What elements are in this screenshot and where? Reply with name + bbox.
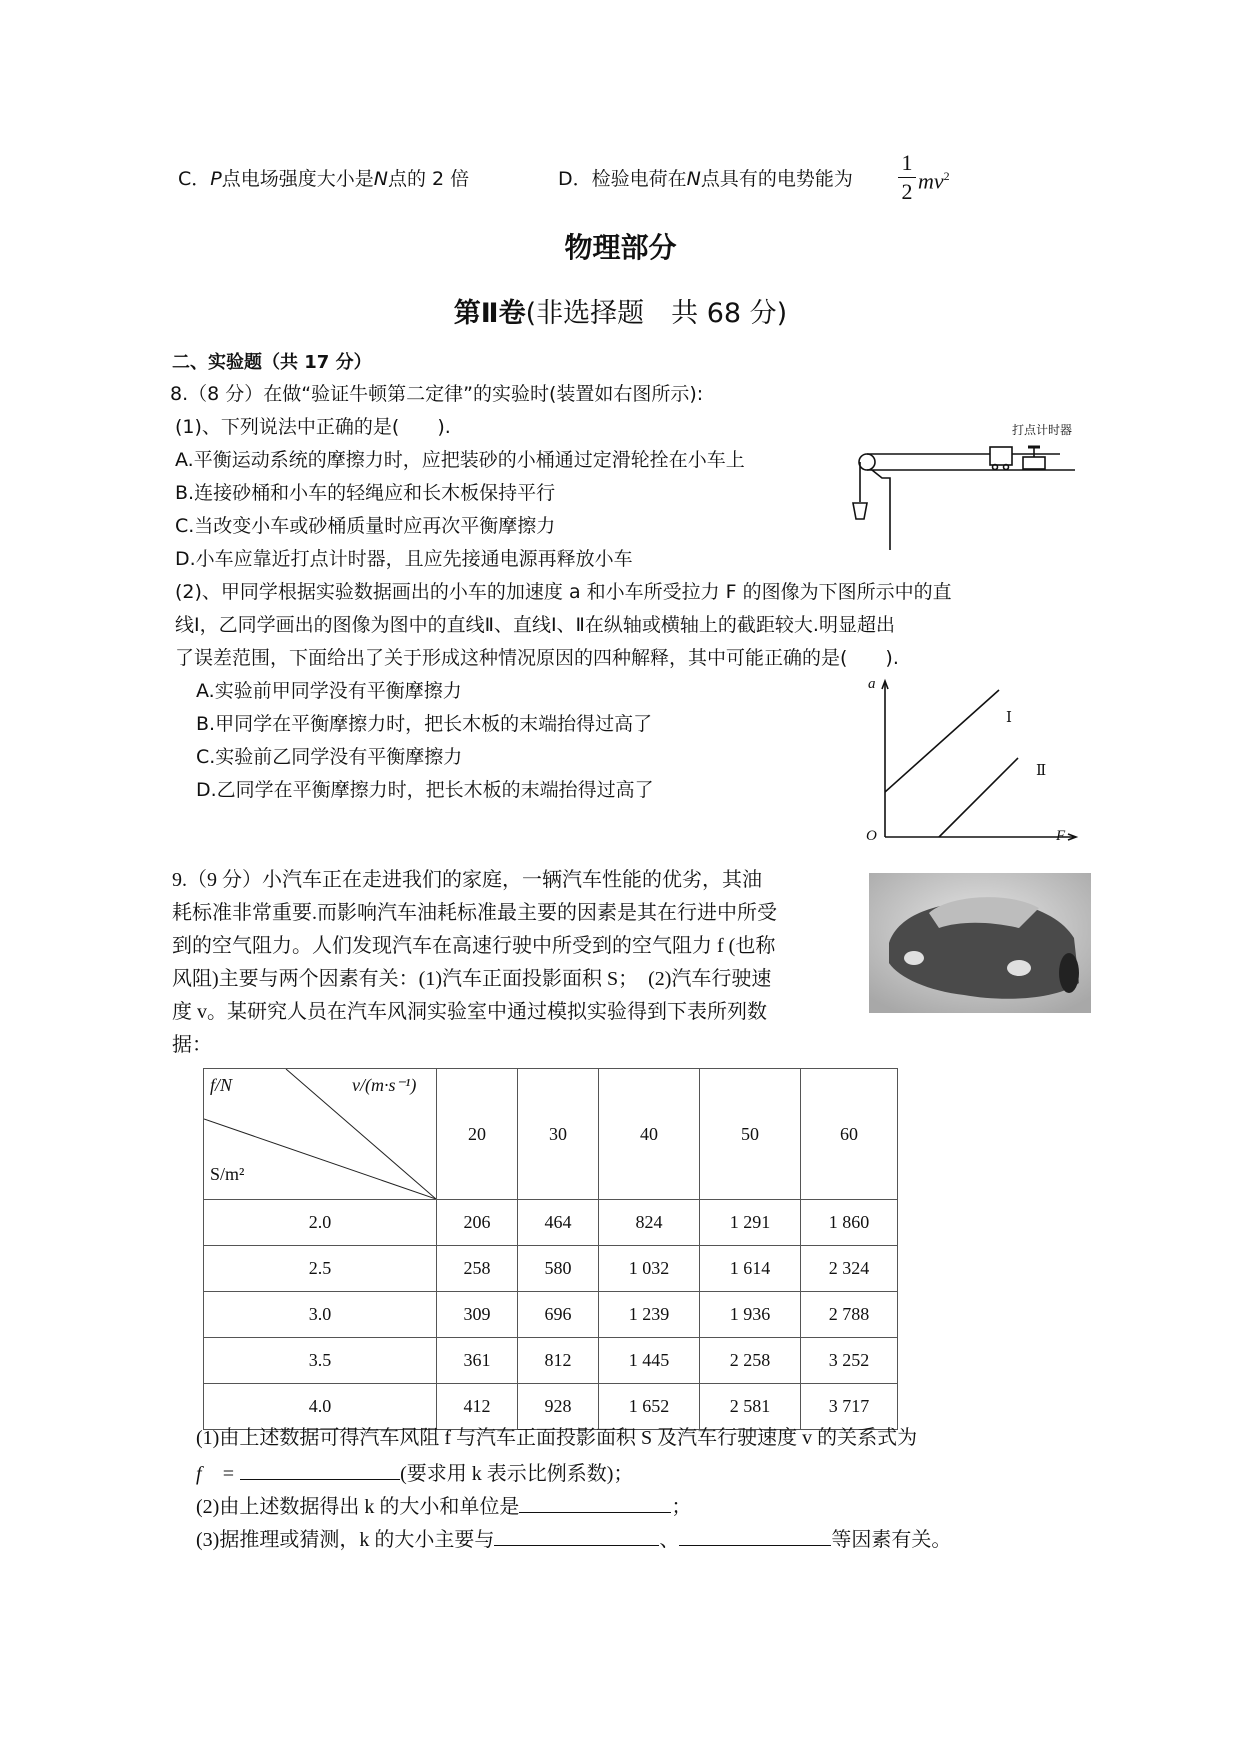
speed-header: 30 xyxy=(518,1069,599,1200)
q8-option-a: A.平衡运动系统的摩擦力时，应把装砂的小桶通过定滑轮拴在小车上 xyxy=(175,449,745,471)
force-cell: 3 717 xyxy=(801,1384,898,1430)
force-cell: 824 xyxy=(599,1200,700,1246)
force-cell: 1 291 xyxy=(700,1200,801,1246)
q1-prefix: f = xyxy=(196,1463,236,1485)
q2-prefix: (2)由上述数据得出 k 的大小和单位是 xyxy=(196,1496,520,1518)
q9-line: 耗标准非常重要.而影响汽车油耗标准最主要的因素是其在行进中所受 xyxy=(172,902,777,924)
volume-title xyxy=(0,300,1241,327)
force-cell: 309 xyxy=(437,1292,518,1338)
q8-sub2-line: (2)、甲同学根据实验数据画出的小车的加速度 a 和小车所受拉力 F 的图像为下图所示中的直 xyxy=(175,581,952,603)
line-2 xyxy=(939,758,1018,837)
q9-sub1-line: (1)由上述数据可得汽车风阻 f 与汽车正面投影面积 S 及汽车行驶速度 v 的关系式为 xyxy=(196,1427,918,1449)
fraction xyxy=(898,152,916,203)
force-cell: 1 239 xyxy=(599,1292,700,1338)
q9-line: 9.（9 分）小汽车正在走进我们的家庭，一辆汽车性能的优劣，其油 xyxy=(172,869,762,891)
force-cell: 361 xyxy=(437,1338,518,1384)
answer-blank-1[interactable] xyxy=(240,1461,400,1480)
text: 点电场强度大小是 xyxy=(221,168,374,190)
apparatus-diagram xyxy=(850,425,1080,555)
q8-sub2-option-c: C.实验前乙同学没有平衡摩擦力 xyxy=(196,746,463,768)
speed-header: 20 xyxy=(437,1069,518,1200)
graph-origin-label: O xyxy=(866,828,877,844)
force-cell: 2 581 xyxy=(700,1384,801,1430)
option-label: C． xyxy=(178,168,211,190)
area-cell: 3.5 xyxy=(204,1338,437,1384)
speed-header: 60 xyxy=(801,1069,898,1200)
corner-s-label: S/m² xyxy=(210,1164,245,1184)
force-cell: 1 614 xyxy=(700,1246,801,1292)
table-row xyxy=(204,1338,898,1384)
text: 检验电荷在 xyxy=(591,168,687,190)
force-cell: 1 652 xyxy=(599,1384,700,1430)
force-cell: 812 xyxy=(518,1338,599,1384)
speed-header: 50 xyxy=(700,1069,801,1200)
force-cell: 412 xyxy=(437,1384,518,1430)
force-cell: 580 xyxy=(518,1246,599,1292)
volume-main: 第Ⅱ卷 xyxy=(453,298,526,329)
q3-suffix: 等因素有关。 xyxy=(831,1529,952,1551)
expr: mv xyxy=(918,168,944,194)
answer-blank-2[interactable] xyxy=(519,1494,671,1513)
q8-option-c: C.当改变小车或砂桶质量时应再次平衡摩擦力 xyxy=(175,515,556,537)
force-cell: 2 324 xyxy=(801,1246,898,1292)
volume-rest: (非选择题 共 68 分) xyxy=(525,298,788,329)
force-cell: 696 xyxy=(518,1292,599,1338)
q8-stem: 8.（8 分）在做“验证牛顿第二定律”的实验时(装置如右图所示): xyxy=(170,383,704,405)
wind-resistance-table xyxy=(203,1068,898,1430)
force-cell: 1 936 xyxy=(700,1292,801,1338)
table-row xyxy=(204,1384,898,1430)
q9-line: 度 v。某研究人员在汽车风洞实验室中通过模拟实验得到下表所列数 xyxy=(172,1001,767,1023)
denominator: 2 xyxy=(901,179,913,204)
fraction-bar xyxy=(898,177,916,178)
line-1 xyxy=(885,690,999,792)
force-cell: 2 258 xyxy=(700,1338,801,1384)
graph-line1-label: Ⅰ xyxy=(1006,710,1012,726)
q8-option-d: D.小车应靠近打点计时器，且应先接通电源再释放小车 xyxy=(175,548,633,570)
area-cell: 2.0 xyxy=(204,1200,437,1246)
part-heading: 二、实验题（共 17 分） xyxy=(172,352,372,373)
force-cell: 1 445 xyxy=(599,1338,700,1384)
q9-sub2 xyxy=(196,1494,691,1517)
q8-option-b: B.连接砂桶和小车的轻绳应和长木板保持平行 xyxy=(175,482,556,504)
text: 点的 2 倍 xyxy=(387,168,470,190)
q3-prefix: (3)据推理或猜测，k 的大小主要与 xyxy=(196,1529,495,1551)
force-cell: 206 xyxy=(437,1200,518,1246)
answer-blank-4[interactable] xyxy=(679,1527,831,1546)
corner-f-label: f/N xyxy=(210,1075,233,1095)
area-cell: 3.0 xyxy=(204,1292,437,1338)
option-c xyxy=(178,170,469,189)
table-row xyxy=(204,1246,898,1292)
option-d xyxy=(558,170,853,189)
q9-line: 风阻)主要与两个因素有关：(1)汽车正面投影面积 S； (2)汽车行驶速 xyxy=(172,968,772,990)
q3-separator: 、 xyxy=(659,1529,680,1551)
q9-line: 据： xyxy=(172,1034,212,1056)
table-row xyxy=(204,1200,898,1246)
force-cell: 2 788 xyxy=(801,1292,898,1338)
answer-blank-3[interactable] xyxy=(494,1527,659,1546)
car-photo xyxy=(869,873,1091,1013)
var: P xyxy=(210,168,222,190)
area-cell: 4.0 xyxy=(204,1384,437,1430)
force-cell: 1 032 xyxy=(599,1246,700,1292)
q8-sub1: (1)、下列说法中正确的是( ). xyxy=(175,416,451,438)
q8-sub2-option-a: A.实验前甲同学没有平衡摩擦力 xyxy=(196,680,462,702)
pulley-icon xyxy=(859,454,875,470)
force-cell: 3 252 xyxy=(801,1338,898,1384)
q9-line: 到的空气阻力。人们发现汽车在高速行驶中所受到的空气阻力 f (也称 xyxy=(172,935,776,957)
force-cell: 464 xyxy=(518,1200,599,1246)
numerator: 1 xyxy=(901,150,913,175)
section-title: 物理部分 xyxy=(564,231,677,264)
force-cell: 928 xyxy=(518,1384,599,1430)
q8-sub2-option-d: D.乙同学在平衡摩擦力时，把长木板的末端抬得过高了 xyxy=(196,779,654,801)
graph-y-label: a xyxy=(868,676,876,692)
table-header-row xyxy=(204,1069,898,1200)
force-cell: 1 860 xyxy=(801,1200,898,1246)
q2-suffix: ； xyxy=(671,1496,692,1518)
exponent: 2 xyxy=(943,169,950,183)
text: 点具有的电势能为 xyxy=(700,168,853,190)
q8-sub2-option-b: B.甲同学在平衡摩擦力时，把长木板的末端抬得过高了 xyxy=(196,713,653,735)
q9-sub1-answer xyxy=(196,1461,633,1484)
a-f-graph xyxy=(865,675,1085,855)
area-cell: 2.5 xyxy=(204,1246,437,1292)
table-corner-cell xyxy=(204,1069,437,1200)
q1-suffix: (要求用 k 表示比例系数)； xyxy=(400,1463,634,1485)
var: N xyxy=(373,168,388,190)
sand-bucket-icon xyxy=(853,503,867,519)
graph-x-label: F xyxy=(1056,828,1066,844)
q8-sub2-line: 了误差范围，下面给出了关于形成这种情况原因的四种解释，其中可能正确的是( ). xyxy=(175,647,899,669)
speed-header: 40 xyxy=(599,1069,700,1200)
graph-line2-label: Ⅱ xyxy=(1036,763,1047,779)
option-label: D． xyxy=(558,168,592,190)
force-cell: 258 xyxy=(437,1246,518,1292)
timer-label: 打点计时器 xyxy=(1012,423,1073,437)
q9-sub3 xyxy=(196,1527,951,1550)
energy-expr xyxy=(918,170,950,192)
cart-icon xyxy=(990,447,1012,465)
var: N xyxy=(686,168,701,190)
table-row xyxy=(204,1292,898,1338)
q8-sub2-line: 线Ⅰ，乙同学画出的图像为图中的直线Ⅱ、直线Ⅰ、Ⅱ在纵轴或横轴上的截距较大.明显超出 xyxy=(175,614,895,636)
timer-icon xyxy=(1023,457,1045,469)
corner-v-label: v/(m·s⁻¹) xyxy=(352,1075,417,1095)
